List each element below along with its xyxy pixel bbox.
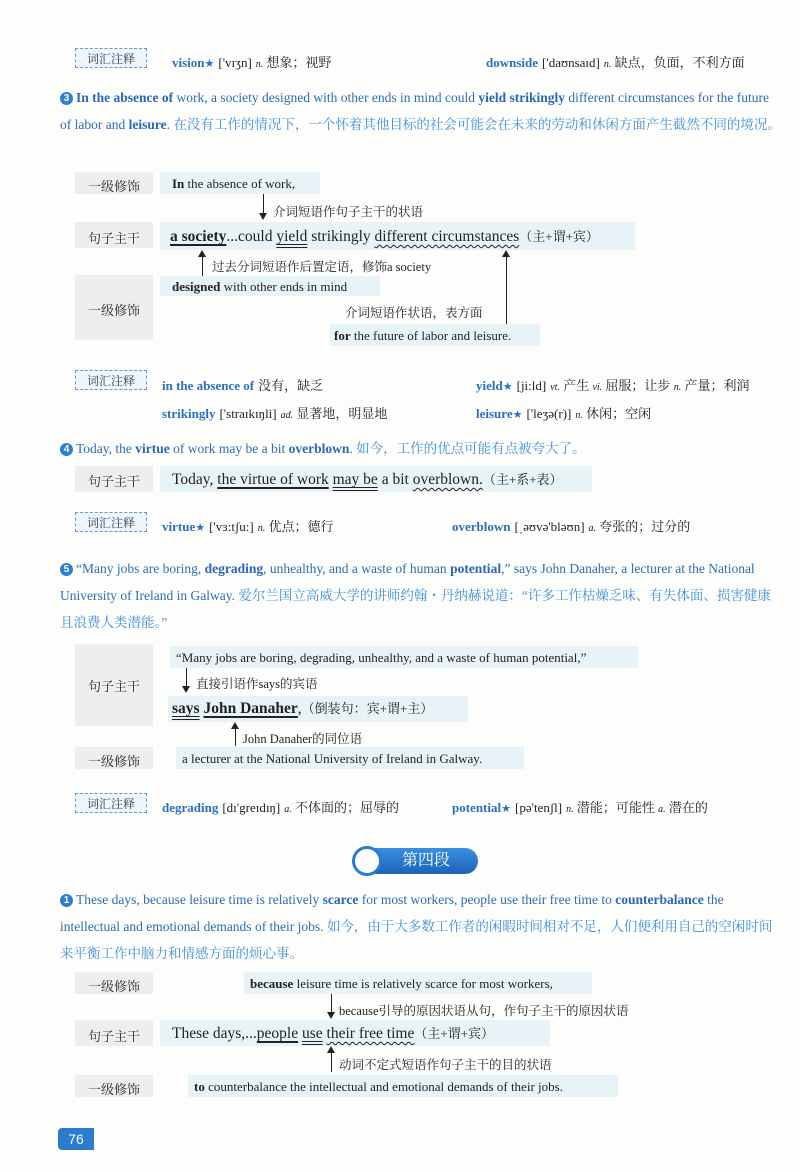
vocab-entry-degrading: degrading [dɪ'greɪdɪŋ] a. 不体面的；屈辱的 <box>162 800 399 815</box>
definition: 想象；视野 <box>266 55 332 70</box>
modifier-phrase: because leisure time is relatively scarce for most workers, <box>250 976 553 991</box>
modifier-phrase: for the future of labor and leisure. <box>334 328 512 343</box>
vocab-word: potential <box>452 800 502 815</box>
definition: 缺点，负面，不利方面 <box>614 55 745 70</box>
sentence-text: . <box>166 117 174 132</box>
label-modifier: 一级修饰 <box>87 979 140 994</box>
definition: 没有，缺乏 <box>258 378 324 393</box>
label-main: 句子主干 <box>87 231 140 246</box>
analysis-note: 过去分词短语作后置定语，修饰a society <box>212 260 432 274</box>
vocab-tag: 词汇注释 <box>75 48 147 68</box>
analysis-note: because引导的原因状语从句，作句子主干的原因状语 <box>339 1004 629 1018</box>
key-phrase: In the absence of <box>76 90 174 105</box>
sentence-paragraph-5: 5 “Many jobs are boring, degrading, unhealthy, and a waste of human potential,” says John Danaher, a lecturer at the National University of Ireland in Galway. 爱尔兰国立高威大学的讲师约翰・丹纳赫说道：“许多工作枯燥乏味、有失体面、损害健康且浪费人类潜能。” <box>60 561 771 630</box>
sentence-text: work, a society designed with other ends in mind could <box>173 90 479 105</box>
pos: n. <box>255 59 264 70</box>
modifier-phrase: designed with other ends in mind <box>172 279 348 294</box>
analysis-note: 直接引语作says的宾语 <box>196 677 318 691</box>
vocab-word: downside <box>486 55 539 70</box>
vocab-word: degrading <box>162 800 219 815</box>
vocab-tag: 词汇注释 <box>75 370 147 390</box>
vocab-entry-downside <box>486 52 745 72</box>
star-icon: ★ <box>512 409 523 421</box>
label-modifier: 一级修饰 <box>87 179 140 194</box>
star-icon: ★ <box>502 381 513 393</box>
vocab-word: leisure <box>476 406 513 421</box>
key-phrase: yield strikingly <box>478 90 565 105</box>
label-main: 句子主干 <box>87 1029 140 1044</box>
quote-phrase: “Many jobs are boring, degrading, unhealthy, and a waste of human potential,” <box>176 650 587 665</box>
main-clause: a society...could yield strikingly different circumstances（主+谓+宾） <box>170 228 599 245</box>
vocab-word: vision <box>172 55 205 70</box>
vocab-entry-yield: yield★ [ji:ld] vt. 产生 vi. 屈服；让步 n. 产量；利润 <box>476 378 750 393</box>
translation: 如今，工作的优点可能有点被夸大了。 <box>356 441 586 456</box>
vocab-word: strikingly <box>162 406 216 421</box>
phonetic: ['leʒə(r)] <box>526 406 572 421</box>
sentence-paragraph-4: 4 Today, the virtue of work may be a bit overblown. 如今，工作的优点可能有点被夸大了。 <box>60 435 782 462</box>
label-main: 句子主干 <box>87 679 140 694</box>
magnifier-icon <box>352 846 382 876</box>
star-icon: ★ <box>204 58 215 70</box>
modifier-phrase: In the absence of work, <box>172 176 296 191</box>
section-header: 第四段 <box>356 848 478 874</box>
star-icon: ★ <box>195 522 206 534</box>
translation: 爱尔兰国立高威大学的讲师约翰・丹纳赫说道：“许多工作枯燥乏味、有失体面、损害健康且浪费人类潜能。” <box>60 588 771 630</box>
vocab-entry-vision <box>172 52 332 72</box>
label-modifier: 一级修饰 <box>87 754 140 769</box>
translation: 如今，由于大多数工作者的闲暇时间相对不足，人们便利用自己的空闲时间来平衡工作中脑力和情感方面的烦心事。 <box>60 919 773 961</box>
modifier-phrase: to counterbalance the intellectual and emotional demands of their jobs. <box>194 1079 563 1094</box>
phonetic: ['straɪkɪŋli] <box>219 406 277 421</box>
sentence-paragraph-4-1: 1 These days, because leisure time is relatively scarce for most workers, people use their free time to counterbalance the intellectual and emotional demands of their jobs. 如今，由于大多数工作者的闲暇时间相对不足，人们便利用自己的空闲时间来平衡工作中脑力和情感方面的烦心事。 <box>60 892 773 961</box>
analysis-note: John Danaher的同位语 <box>243 732 363 746</box>
sentence-number: 1 <box>60 894 73 907</box>
sentence-number: 4 <box>60 443 73 456</box>
sentence-text: different circumstances for the future of labor and <box>60 90 770 132</box>
pos: n. <box>603 59 612 70</box>
analysis-note: 动词不定式短语作句子主干的目的状语 <box>339 1058 552 1072</box>
vocab-word: overblown <box>452 519 511 534</box>
vocab-entry <box>162 375 323 395</box>
sentence-number: 3 <box>60 92 73 105</box>
page-number: 76 <box>58 1128 94 1150</box>
label-main: 句子主干 <box>87 474 140 489</box>
phonetic: ['vɪʒn] <box>218 55 252 70</box>
vocab-word: in the absence of <box>162 378 255 393</box>
appositive-phrase: a lecturer at the National University of Ireland in Galway. <box>182 751 483 766</box>
key-phrase: leisure <box>128 117 167 132</box>
phonetic: [ji:ld] <box>516 378 547 393</box>
vocab-entry-strikingly: strikingly ['straɪkɪŋli] ad. 显著地，明显地 <box>162 406 388 421</box>
label-modifier: 一级修饰 <box>87 1082 140 1097</box>
vocab-entry-overblown: overblown [ˌəʊvə'bləʊn] a. 夸张的；过分的 <box>452 519 691 534</box>
sentence-number: 5 <box>60 563 73 576</box>
vocab-word: virtue <box>162 519 196 534</box>
vocab-entry-leisure: leisure★ ['leʒə(r)] n. 休闲；空闲 <box>476 406 652 421</box>
vocab-tag: 词汇注释 <box>75 793 147 813</box>
sentence-paragraph-3 <box>60 84 782 138</box>
translation: 在没有工作的情况下，一个怀着其他目标的社会可能会在未来的劳动和休闲方面产生截然不同的境况。 <box>173 117 781 132</box>
main-clause: These days,...people use their free time（主+谓+宾） <box>172 1025 495 1042</box>
label-modifier: 一级修饰 <box>87 303 140 318</box>
vocab-entry-potential: potential★ [pə'tenʃl] n. 潜能；可能性 a. 潜在的 <box>452 800 708 815</box>
vocab-tag: 词汇注释 <box>75 512 147 532</box>
analysis-note: 介词短语作句子主干的状语 <box>273 205 424 219</box>
analysis-note: 介词短语作状语，表方面 <box>345 306 483 320</box>
vocab-entry-virtue: virtue★ ['vɜ:tʃu:] n. 优点；德行 <box>162 519 334 534</box>
vocab-word: yield <box>476 378 503 393</box>
star-icon: ★ <box>501 803 511 815</box>
phonetic: ['daʊnsaɪd] <box>542 55 600 70</box>
main-clause: Today, the virtue of work may be a bit overblown.（主+系+表） <box>172 471 563 488</box>
main-clause: says John Danaher,（倒装句：宾+谓+主） <box>172 700 434 717</box>
